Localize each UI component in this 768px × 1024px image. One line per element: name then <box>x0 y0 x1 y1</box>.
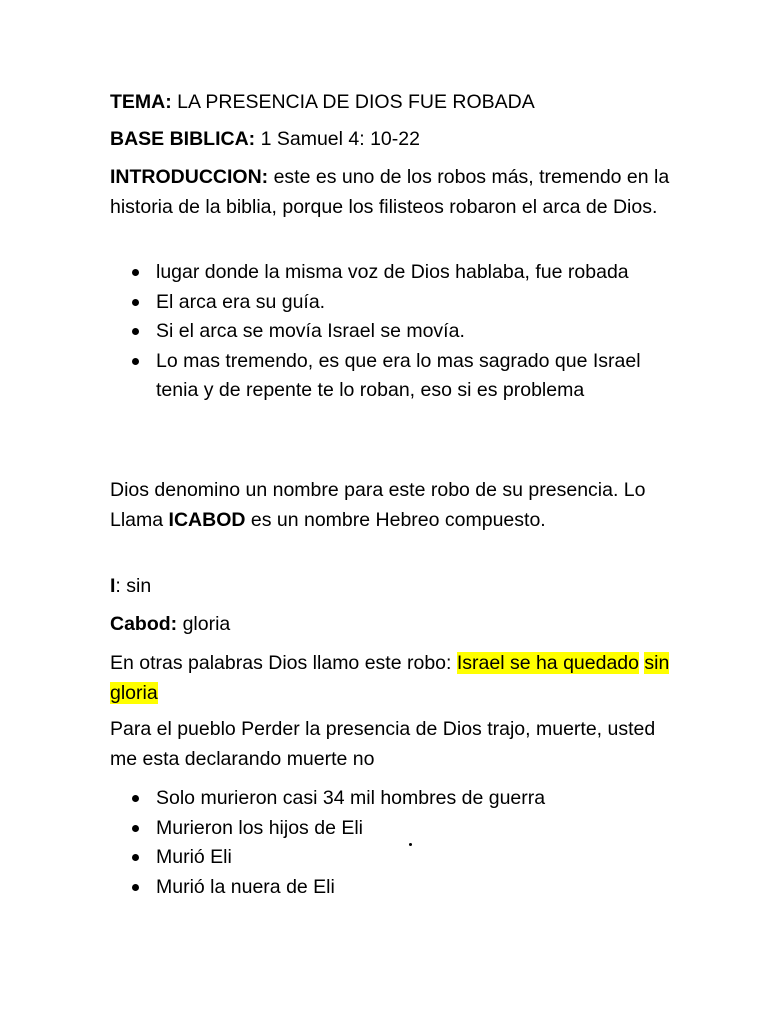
i-text: : sin <box>115 575 152 597</box>
tema-text: LA PRESENCIA DE DIOS FUE ROBADA <box>171 91 535 113</box>
otras-palabras-paragraph <box>110 648 670 708</box>
list-item: Murieron los hijos de Eli <box>110 814 670 844</box>
base-biblica-line <box>110 124 670 154</box>
list-item: Murió la nuera de Eli <box>110 873 670 903</box>
icabod-paragraph <box>110 475 670 535</box>
list-item: Solo murieron casi 34 mil hombres de guerra <box>110 784 670 814</box>
i-label: I <box>110 575 116 597</box>
otras-text: En otras palabras Dios llamo este robo: <box>110 652 457 674</box>
cabod-text: gloria <box>177 613 231 635</box>
highlight-sin-gloria: sin gloria <box>110 652 670 704</box>
tema-line <box>110 87 670 117</box>
stray-dot <box>409 843 412 846</box>
icabod-word: ICABOD <box>168 509 246 531</box>
introduccion-text: este es uno de los robos más, tremendo en la historia de la biblia, porque los filisteos robaron el arca de Dios. <box>110 166 670 218</box>
bullet-list-muertes <box>110 784 670 902</box>
pueblo-text: Para el pueblo Perder la presencia de Dios trajo, muerte, usted me esta declarando muerte no <box>110 718 656 770</box>
list-item: Si el arca se movía Israel se movía. <box>110 317 670 347</box>
list-item: Lo mas tremendo, es que era lo mas sagrado que Israel tenia y de repente te lo roban, eso si es problema <box>110 347 670 406</box>
base-biblica-text: 1 Samuel 4: 10-22 <box>255 128 420 150</box>
i-definition <box>110 571 670 601</box>
introduccion-label: INTRODUCCION: <box>110 166 269 188</box>
icabod-text-before: Dios denomino un nombre para este robo de su presencia. Lo Llama <box>110 479 646 531</box>
tema-label: TEMA: <box>110 91 172 113</box>
list-item: Murió Eli <box>110 843 670 873</box>
list-item: lugar donde la misma voz de Dios hablaba, fue robada <box>110 258 670 288</box>
highlight-israel-quedado: Israel se ha quedado <box>456 652 639 674</box>
cabod-label: Cabod: <box>110 613 178 635</box>
list-item: El arca era su guía. <box>110 288 670 318</box>
pueblo-paragraph <box>110 714 670 774</box>
cabod-definition <box>110 609 670 639</box>
introduccion-paragraph <box>110 162 670 222</box>
icabod-text-after: es un nombre Hebreo compuesto. <box>245 509 546 531</box>
bullet-list-arca <box>110 258 670 406</box>
base-biblica-label: BASE BIBLICA: <box>110 128 256 150</box>
